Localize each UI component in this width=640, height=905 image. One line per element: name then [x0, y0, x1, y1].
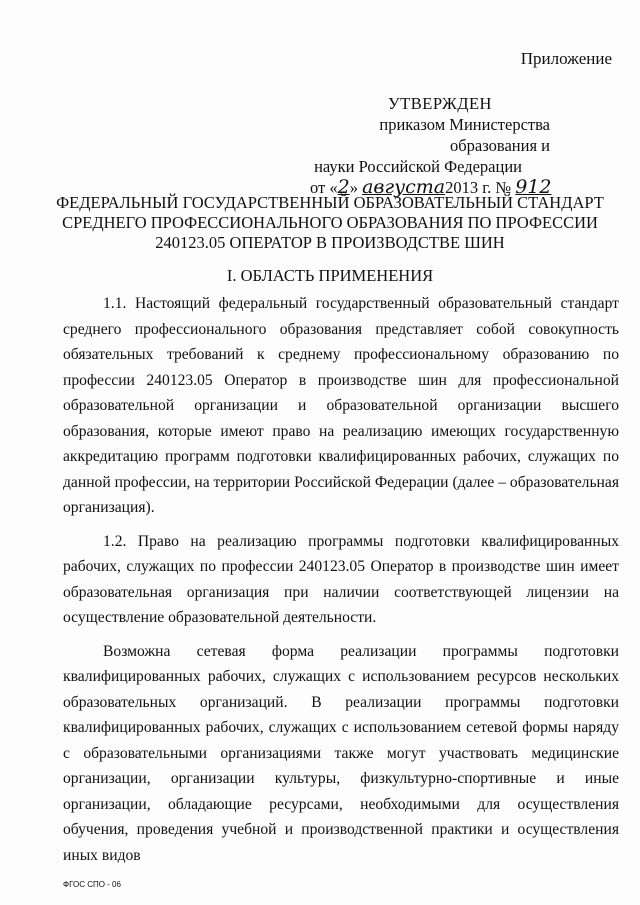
date-month: августа — [362, 176, 446, 198]
paragraph-1-2: 1.2. Право на реализацию программы подготовки квалифицированных рабочих, служащих по профессии 240123.05 Оператор в производстве шин имеет образовательная организация при наличии соответствующей лицензии на осуществление образовательной деятельности. — [63, 532, 619, 626]
date-year: 2013 г. № — [445, 178, 512, 197]
section-title: I. ОБЛАСТЬ ПРИМЕНЕНИЯ — [226, 266, 434, 285]
approval-block — [300, 93, 580, 198]
date-prefix: от « — [310, 178, 338, 197]
document-title — [40, 193, 620, 253]
date-mid: » — [349, 178, 358, 197]
order-number: 912 — [515, 176, 552, 198]
title-line-1: ФЕДЕРАЛЬНЫЙ ГОСУДАРСТВЕННЫЙ ОБРАЗОВАТЕЛЬНЫЙ СТАНДАРТ — [56, 193, 604, 212]
approval-ministry-line: науки Российской Федерации — [314, 157, 522, 176]
paragraph-network-form: Возможна сетевая форма реализации программы подготовки квалифицированных рабочих, служащих с использованием ресурсов нескольких образовательных организаций. В реализации программы подготовки квалифицированных рабочих, служащих с использованием сетевой формы наряду с образовательными организациями также могут участвовать медицинские организации, организации культуры, физкультурно-спортивные и иные организации, обладающие ресурсами, необходимыми для осуществления обучения, проведения учебной и производственной практики и осуществления иных видов — [63, 642, 619, 864]
approval-title: УТВЕРЖДЕН — [388, 94, 492, 113]
title-line-3: 240123.05 ОПЕРАТОР В ПРОИЗВОДСТВЕ ШИН — [155, 233, 505, 252]
paragraph-1-1: 1.1. Настоящий федеральный государственный образовательный стандарт среднего профессионального образования представляет собой совокупность обязательных требований к среднему профессиональному образованию по профессии 240123.05 Оператор в производстве шин для профессиональной образовательной организации и образовательной организации высшего образования, которые имеют право на реализацию имеющих государственную аккредитацию программ подготовки квалифицированных рабочих, служащих по данной профессии, на территории Российской Федерации (далее – образовательная организация). — [63, 295, 619, 516]
title-line-2: СРЕДНЕГО ПРОФЕССИОНАЛЬНОГО ОБРАЗОВАНИЯ ПО ПРОФЕССИИ — [62, 213, 598, 232]
date-day: 2 — [337, 176, 350, 198]
approval-order-line: приказом Министерства образования и — [379, 115, 550, 155]
document-body — [63, 291, 619, 868]
footer-code: ФГОС СПО - 06 — [63, 880, 121, 889]
appendix-label: Приложение — [520, 49, 612, 68]
